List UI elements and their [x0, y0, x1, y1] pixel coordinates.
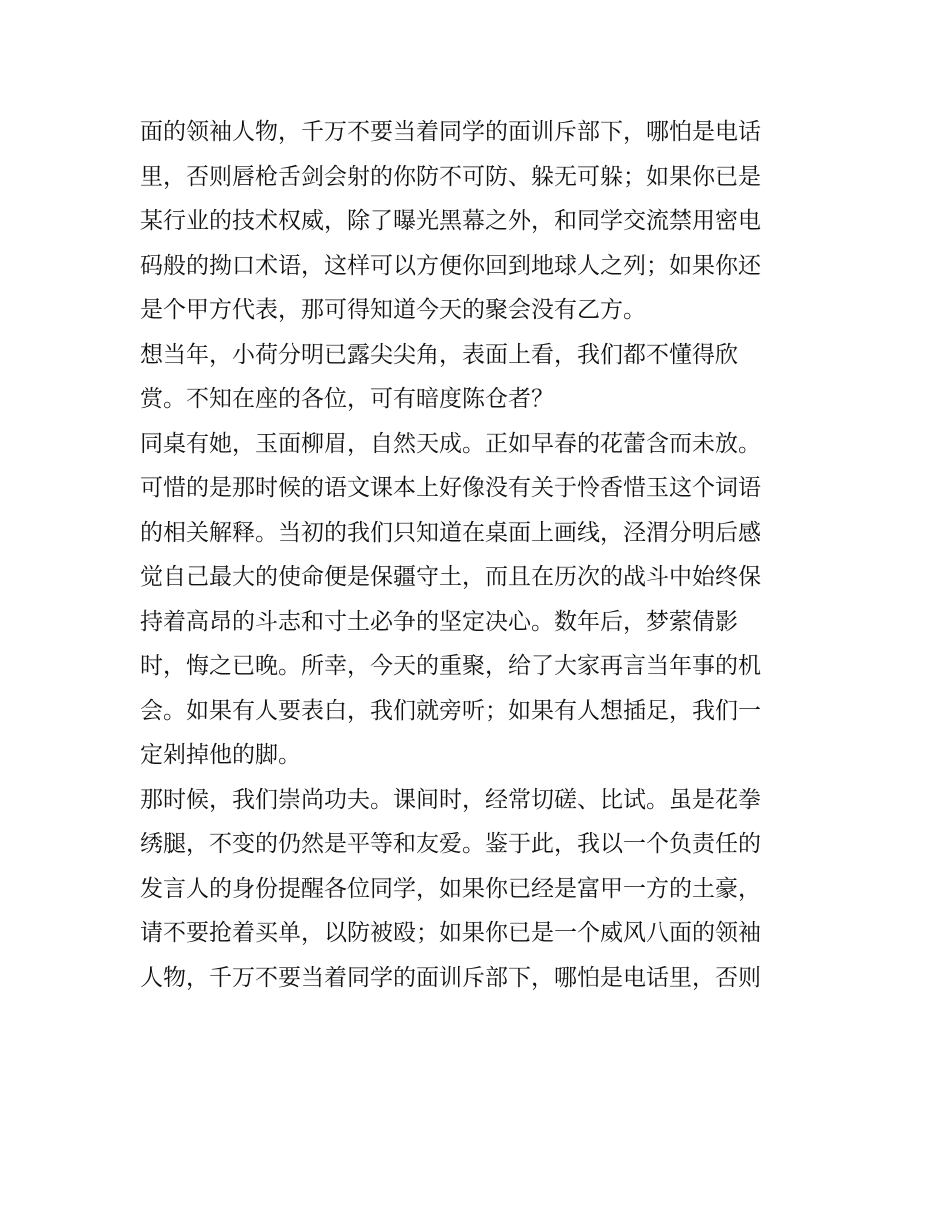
text-line: 请不要抢着买单，以防被殴；如果你已是一个威风八面的领袖: [140, 920, 761, 946]
text-line: 是个甲方代表，那可得知道今天的聚会没有乙方。: [140, 297, 646, 323]
text-line: 人物，千万不要当着同学的面训斥部下，哪怕是电话里，否则: [140, 964, 761, 991]
text-line: 码般的拗口术语，这样可以方便你回到地球人之列；如果你还: [140, 252, 761, 279]
text-line: 可惜的是那时候的语文课本上好像没有关于怜香惜玉这个词语: [140, 475, 761, 501]
text-line: 的相关解释。当初的我们只知道在桌面上画线，泾渭分明后感: [140, 519, 761, 546]
text-line: 时，悔之已晚。所幸，今天的重聚，给了大家再言当年事的机: [140, 653, 761, 679]
text-line: 发言人的身份提醒各位同学，如果你已经是富甲一方的土豪，: [140, 875, 761, 902]
text-line: 觉自己最大的使命便是保疆守土，而且在历次的战斗中始终保: [140, 564, 761, 590]
text-line: 面的领袖人物，千万不要当着同学的面训斥部下，哪怕是电话: [140, 119, 761, 145]
text-line: 定剁掉他的脚。: [140, 742, 301, 768]
text-line: 赏。不知在座的各位，可有暗度陈仓者？: [140, 386, 554, 412]
text-line: 里，否则唇枪舌剑会射的你防不可防、躲无可躲；如果你已是: [140, 163, 761, 190]
text-line: 绣腿，不变的仍然是平等和友爱。鉴于此，我以一个负责任的: [140, 831, 761, 857]
text-line: 会。如果有人要表白，我们就旁听；如果有人想插足，我们一: [140, 697, 761, 724]
text-line: 想当年，小荷分明已露尖尖角，表面上看，我们都不懂得欣: [140, 341, 738, 368]
text-line: 持着高昂的斗志和寸土必争的坚定决心。数年后，梦萦倩影: [140, 608, 738, 635]
text-line: 某行业的技术权威，除了曝光黑幕之外，和同学交流禁用密电: [140, 208, 761, 234]
text-line: 那时候，我们崇尚功夫。课间时，经常切磋、比试。虽是花拳: [140, 786, 761, 813]
text-line: 同桌有她，玉面柳眉，自然天成。正如早春的花蕾含而未放。: [140, 430, 761, 457]
document-body: [140, 110, 812, 1000]
